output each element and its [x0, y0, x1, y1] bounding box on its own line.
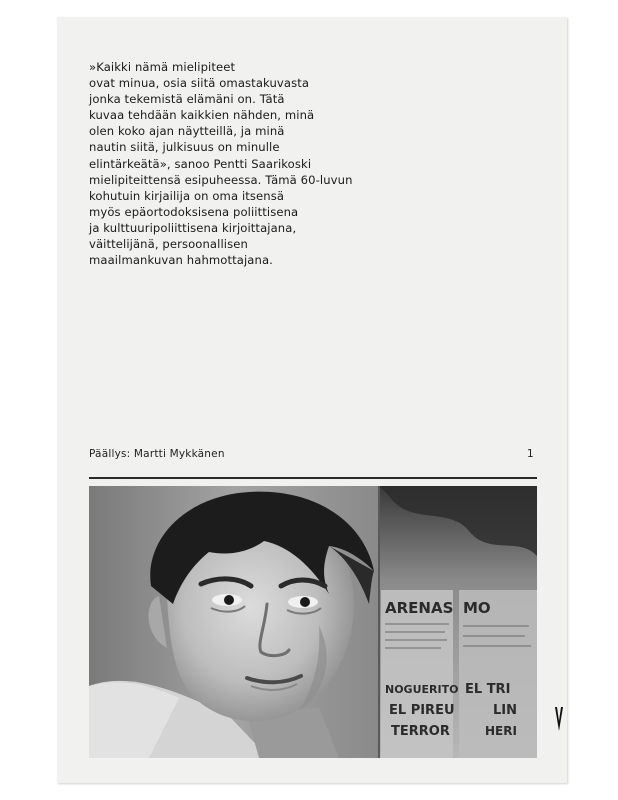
blurb-line: väittelijänä, persoonallisen: [89, 237, 248, 252]
blurb-line: jonka tekemistä elämäni on. Tätä: [89, 92, 285, 107]
poster-header-right: MO: [463, 599, 491, 617]
spine-v-mark-icon: [555, 707, 563, 731]
blurb-line: maailmankuvan hahmottajana.: [89, 253, 273, 268]
poster-line-left-1: NOGUERITO: [385, 683, 459, 696]
blurb-line: mielipiteittensä esipuheessa. Tämä 60-luvun: [89, 172, 353, 187]
page-number: 1: [527, 448, 534, 460]
blurb-line: ovat minua, osia siitä omastakuvasta: [89, 76, 310, 91]
poster-line-right-3: HERI: [485, 724, 517, 738]
blurb-line: kohutuin kirjailija on oma itsensä: [89, 188, 285, 203]
cover-design-credit: Päällys: Martti Mykkänen: [89, 448, 225, 460]
poster-line-right-2: LIN: [493, 703, 518, 718]
cover-blurb: [89, 59, 529, 268]
book-back-cover: [57, 17, 567, 783]
poster-header-left: ARENAS: [385, 599, 454, 617]
blurb-line: »Kaikki nämä mielipiteet: [89, 60, 236, 74]
author-photo: [89, 486, 537, 758]
blurb-line: olen koko ajan näytteillä, ja minä: [89, 124, 285, 139]
blurb-line: ja kulttuuripoliittisena kirjoittajana,: [89, 220, 297, 235]
author-portrait-illustration: [89, 486, 537, 758]
blurb-line: nautin siitä, julkisuus on minulle: [89, 140, 280, 155]
poster-line-left-2: EL PIREU: [389, 703, 455, 718]
blurb-line: elintärkeätä», sanoo Pentti Saarikoski: [89, 156, 312, 171]
bullfight-poster: [379, 486, 537, 758]
poster-line-right-1: EL TRI: [465, 682, 511, 697]
blurb-line: myös epäortodoksisena poliittisena: [89, 204, 299, 219]
divider-rule: [89, 477, 537, 479]
blurb-line: kuvaa tehdään kaikkien nähden, minä: [89, 108, 315, 123]
poster-line-left-3: TERROR: [391, 724, 450, 739]
